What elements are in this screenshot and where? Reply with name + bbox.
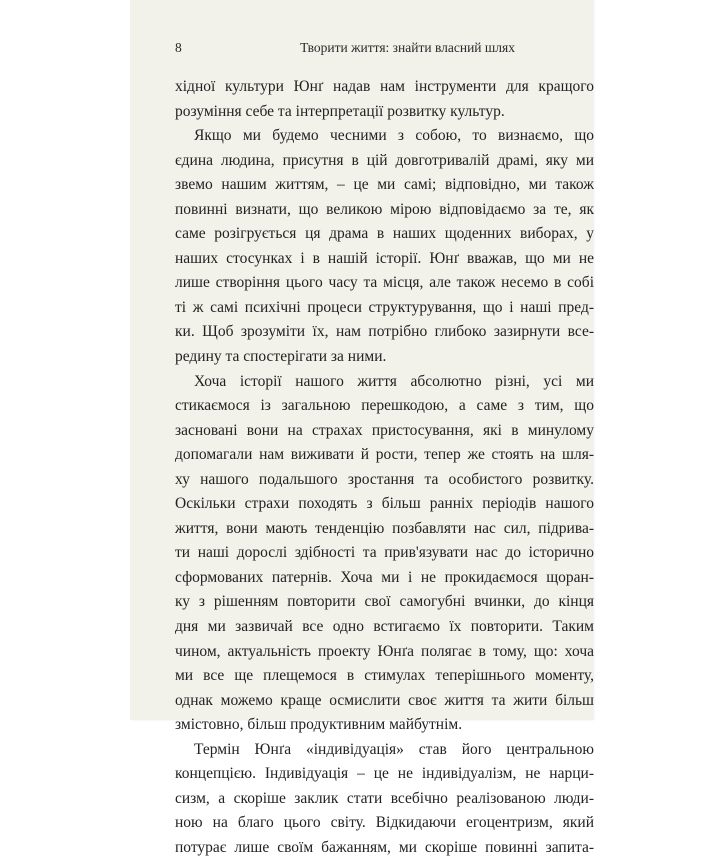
text-line: повинні визнати, що великою мірою відповідаємо за те, як	[175, 200, 594, 218]
text-line: дня ми зазвичай все одно встигаємо їх повторити. Таким	[175, 618, 594, 636]
text-line: засновані вони на страхах пристосування, які в минулому	[175, 421, 594, 439]
text-line: чином, актуальність проекту Юнґа полягає в тому, що: хоча	[175, 642, 594, 660]
text-line: ті ж самі психічні процеси структурування, що і наші пред-	[175, 298, 594, 316]
text-line: ти наші дорослі здібності та прив'язувати нас до історично	[175, 544, 594, 562]
text-line: Термін Юнґа «індивідуація» став його центральною	[194, 740, 594, 758]
text-line: розуміння себе та інтерпретації розвитку культур.	[175, 102, 505, 120]
text-line: ку з рішенням повторити свої самогубні вчинки, до кінця	[175, 593, 594, 611]
text-line: Оскільки страхи походять з більш ранніх періодів нашого	[175, 495, 594, 513]
text-line: життя, вони мають тенденцію позбавляти нас сил, підрива-	[175, 519, 594, 537]
text-line: звемо нашим життям, – це ми самі; відповідно, ми також	[175, 176, 594, 194]
text-line: ху нашого подальшого зростання та особистого розвитку.	[175, 470, 594, 488]
text-line: саме розігрується ця драма в наших щоденних виборах, у	[175, 225, 594, 243]
text-line: ми все ще плещемося в стимулах теперішнього моменту,	[175, 667, 594, 685]
text-line: концепцією. Індивідуація – це не індивідуалізм, не нарци-	[175, 765, 594, 783]
text-line: ною на благо цього світу. Відкидаючи егоцентризм, який	[175, 814, 594, 832]
text-line: Хоча історії нашого життя абсолютно різні, усі ми	[194, 372, 594, 390]
text-line: стикаємося із загальною перешкодою, а саме з тим, що	[175, 397, 594, 415]
text-line: потурає лише своїм бажанням, ми скоріше повинні запита-	[175, 838, 594, 856]
text-line: хідної культури Юнґ надав нам інструменти для кращого	[175, 78, 594, 95]
text-line: єдина людина, присутня в цій довготривалій драмі, яку ми	[175, 151, 594, 169]
text-line: однак можемо краще осмислити своє життя та жити більш	[175, 691, 594, 709]
body-text	[175, 75, 594, 861]
text-line: допомагали нам виживати й рости, тепер же стоять на шля-	[175, 446, 594, 464]
text-line: ки. Щоб зрозуміти їх, нам потрібно глибоко зазирнути все-	[175, 323, 594, 341]
page-number: 8	[175, 40, 182, 55]
running-head	[175, 40, 515, 56]
text-line: редину та спостерігати за ними.	[175, 348, 387, 366]
text-line: наших стосунках і в нашій історії. Юнґ вважав, що ми не	[175, 249, 594, 267]
text-line: лише створіння цього часу та місця, але також несемо в собі	[175, 274, 594, 292]
text-line: змістовно, більш продуктивним майбутнім.	[175, 716, 463, 734]
running-head-title: Творити життя: знайти власний шлях	[300, 40, 515, 55]
text-line: Якщо ми будемо чесними з собою, то визнаємо, що	[194, 127, 594, 145]
text-line: сизм, а скоріше заклик стати всебічно реалізованою люди-	[175, 789, 594, 807]
text-line: сформованих патернів. Хоча ми і не прокидаємося щоран-	[175, 568, 594, 586]
